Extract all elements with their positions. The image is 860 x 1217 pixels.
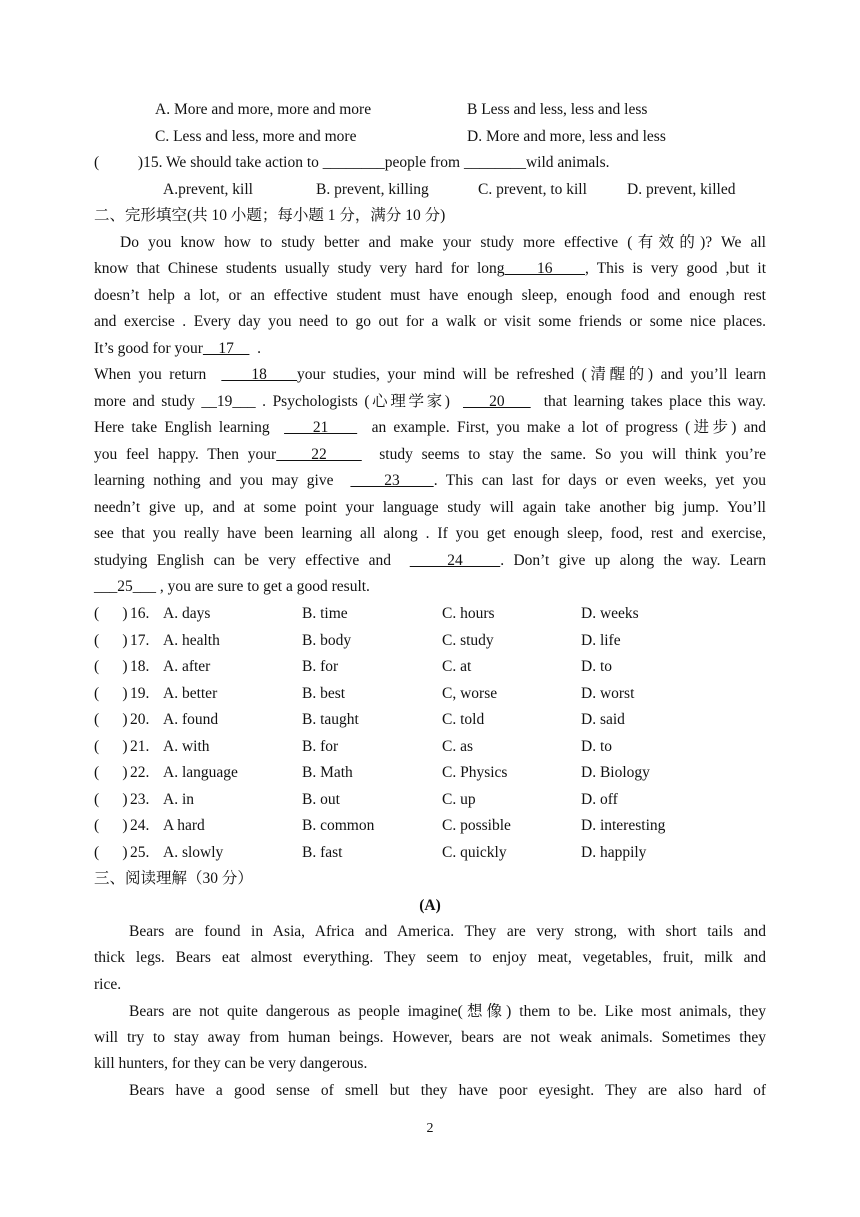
answer-paren: ( ) xyxy=(94,631,128,649)
option-b: B. for xyxy=(302,737,339,755)
option-b: B. best xyxy=(302,684,346,702)
passage-line: doesn’t help a lot, or an effective student must have enough sleep, enough food and enough rest xyxy=(94,287,766,304)
answer-paren: ( ) xyxy=(94,817,128,834)
passage-line: more and study __19___ . Psychologists (心理学家) 20 that learning takes place this way. xyxy=(94,393,767,410)
option-b: B. body xyxy=(302,631,352,649)
option-d: D. said xyxy=(581,711,625,728)
option-b: B. Math xyxy=(302,764,353,781)
answer-paren: ( ) xyxy=(94,737,128,755)
cloze-question-row xyxy=(94,737,794,757)
question-number: 22. xyxy=(130,764,150,781)
option-a: A. better xyxy=(163,684,218,702)
blank-24: 24 xyxy=(409,552,501,569)
option-b: B. out xyxy=(302,790,340,808)
blank-18: 18 xyxy=(221,366,297,383)
q14-option-b: B Less and less, less and less xyxy=(467,101,648,118)
blank-16: 16 xyxy=(504,260,585,277)
option-c: C. quickly xyxy=(442,843,507,861)
answer-paren: ( ) xyxy=(94,764,128,781)
section-title-reading: 三、阅读理解（30 分） xyxy=(94,870,253,887)
q15-text-2: people from xyxy=(384,154,464,171)
option-c: C. possible xyxy=(442,817,511,834)
option-a: A. with xyxy=(163,737,210,755)
cloze-question-row xyxy=(94,843,794,863)
section-title-cloze: 二、完形填空(共 10 小题；每小题 1 分，满分 10 分) xyxy=(94,207,446,224)
question-number: 18. xyxy=(130,658,150,675)
option-b: B. time xyxy=(302,605,348,622)
passage-line: see that you really have been learning all along . If you get enough sleep, food, rest and exercise, xyxy=(94,525,766,542)
reading-line: Bears have a good sense of smell but they have poor eyesight. They are also hard of xyxy=(129,1082,766,1099)
reading-line: thick legs. Bears eat almost everything. They seem to enjoy meat, vegetables, fruit, milk and xyxy=(94,949,766,966)
q15-text-1: 15. We should take action to xyxy=(143,154,323,171)
answer-paren: ( ) xyxy=(94,658,128,675)
q15-option-c: C. prevent, to kill xyxy=(478,181,587,198)
option-d: D. interesting xyxy=(581,817,666,834)
q15-text-3: wild animals. xyxy=(525,154,610,171)
passage-line: It’s good for your 17 . xyxy=(94,340,262,357)
question-number: 19. xyxy=(130,684,150,702)
reading-line: kill hunters, for they can be very dangerous. xyxy=(94,1055,368,1072)
q15-option-b: B. prevent, killing xyxy=(316,181,429,198)
page-number: 2 xyxy=(426,1121,434,1136)
q15-option-a: A.prevent, kill xyxy=(163,181,253,198)
cloze-question-row xyxy=(94,816,794,836)
reading-line: Bears are not quite dangerous as people imagine(想像) them to be. Like most animals, they xyxy=(129,1003,766,1020)
cloze-question-row xyxy=(94,684,794,704)
cloze-question-row xyxy=(94,763,794,783)
option-b: B. fast xyxy=(302,843,343,861)
option-d: D. happily xyxy=(581,843,647,861)
answer-paren: ( ) xyxy=(94,684,128,702)
option-d: D. to xyxy=(581,658,612,675)
passage-line: Here take English learning 21 an example. First, you make a lot of progress (进步) and xyxy=(94,419,767,436)
option-a: A. found xyxy=(163,711,219,728)
passage-line: Do you know how to study better and make your study more effective (有效的)? We all xyxy=(120,234,766,251)
option-a: A. in xyxy=(163,790,194,808)
q15-stem xyxy=(94,153,610,173)
blank-22: 22 xyxy=(276,446,362,463)
passage-line: know that Chinese students usually study very hard for long 16 , This is very good ,but it xyxy=(94,260,767,277)
blank-17: 17 xyxy=(202,340,250,357)
answer-paren: ( ) xyxy=(94,843,128,861)
passage-line: learning nothing and you may give 23 . This can last for days or even weeks, yet you xyxy=(94,472,767,489)
option-b: B. for xyxy=(302,658,339,675)
blank-20: 20 xyxy=(462,393,531,410)
option-a: A. days xyxy=(163,605,211,622)
option-b: B. common xyxy=(302,817,375,834)
option-a: A. language xyxy=(163,764,238,781)
option-d: D. life xyxy=(581,631,621,649)
passage-line: studying English can be very effective and 24 . Don’t give up along the way. Learn xyxy=(94,552,766,569)
question-number: 21. xyxy=(130,737,150,755)
option-a: A. after xyxy=(163,658,211,675)
answer-paren: ( ) xyxy=(94,154,144,171)
option-b: B. taught xyxy=(302,711,359,728)
reading-heading: (A) xyxy=(419,897,441,914)
q14-option-a: A. More and more, more and more xyxy=(155,101,372,118)
option-c: C. as xyxy=(442,737,473,755)
cloze-question-row xyxy=(94,710,794,730)
passage-line: ___25___ , you are sure to get a good result. xyxy=(94,578,370,595)
cloze-question-row xyxy=(94,657,794,677)
passage-line: you feel happy. Then your 22 study seems to stay the same. So you will think you’re xyxy=(94,446,766,463)
option-a: A. slowly xyxy=(163,843,224,861)
option-c: C. at xyxy=(442,658,472,675)
option-d: D. weeks xyxy=(581,605,639,622)
q14-option-c: C. Less and less, more and more xyxy=(155,128,357,145)
option-d: D. Biology xyxy=(581,764,650,781)
reading-line: Bears are found in Asia, Africa and America. They are very strong, with short tails and xyxy=(129,923,766,940)
question-number: 23. xyxy=(130,790,150,808)
q14-option-d: D. More and more, less and less xyxy=(467,128,666,145)
question-number: 25. xyxy=(130,843,150,861)
blank-21: 21 xyxy=(284,419,358,436)
question-number: 17. xyxy=(130,631,150,649)
option-d: D. off xyxy=(581,790,618,808)
option-c: C. hours xyxy=(442,605,495,622)
q15-option-d: D. prevent, killed xyxy=(627,181,736,198)
question-number: 20. xyxy=(130,711,150,728)
answer-paren: ( ) xyxy=(94,790,128,808)
answer-paren: ( ) xyxy=(94,711,128,728)
passage-line: needn’t give up, and at some point your language study will again take another big jump. You’ll xyxy=(94,499,766,516)
passage-line: and exercise . Every day you need to go out for a walk or visit some friends or some nice places. xyxy=(94,313,766,330)
cloze-question-row xyxy=(94,790,794,810)
cloze-question-row xyxy=(94,631,794,651)
cloze-question-row xyxy=(94,604,794,624)
option-c: C. Physics xyxy=(442,764,508,781)
option-a: A hard xyxy=(163,817,205,834)
option-d: D. worst xyxy=(581,684,635,702)
option-c: C. study xyxy=(442,631,494,649)
option-c: C, worse xyxy=(442,684,498,702)
question-number: 16. xyxy=(130,605,150,622)
option-c: C. told xyxy=(442,711,485,728)
blank-23: 23 xyxy=(350,472,434,489)
option-c: C. up xyxy=(442,790,476,808)
reading-line: will try to stay away from human beings. However, bears are not weak animals. Sometimes they xyxy=(94,1029,766,1046)
q15-blank-2: ________ xyxy=(463,154,526,171)
q15-blank-1: ________ xyxy=(322,154,385,171)
reading-line: rice. xyxy=(94,976,122,993)
option-a: A. health xyxy=(163,631,220,649)
question-number: 24. xyxy=(130,817,150,834)
option-d: D. to xyxy=(581,737,612,755)
answer-paren: ( ) xyxy=(94,605,128,622)
passage-line: When you return 18 your studies, your mind will be refreshed (清醒的) and you’ll learn xyxy=(94,366,766,383)
